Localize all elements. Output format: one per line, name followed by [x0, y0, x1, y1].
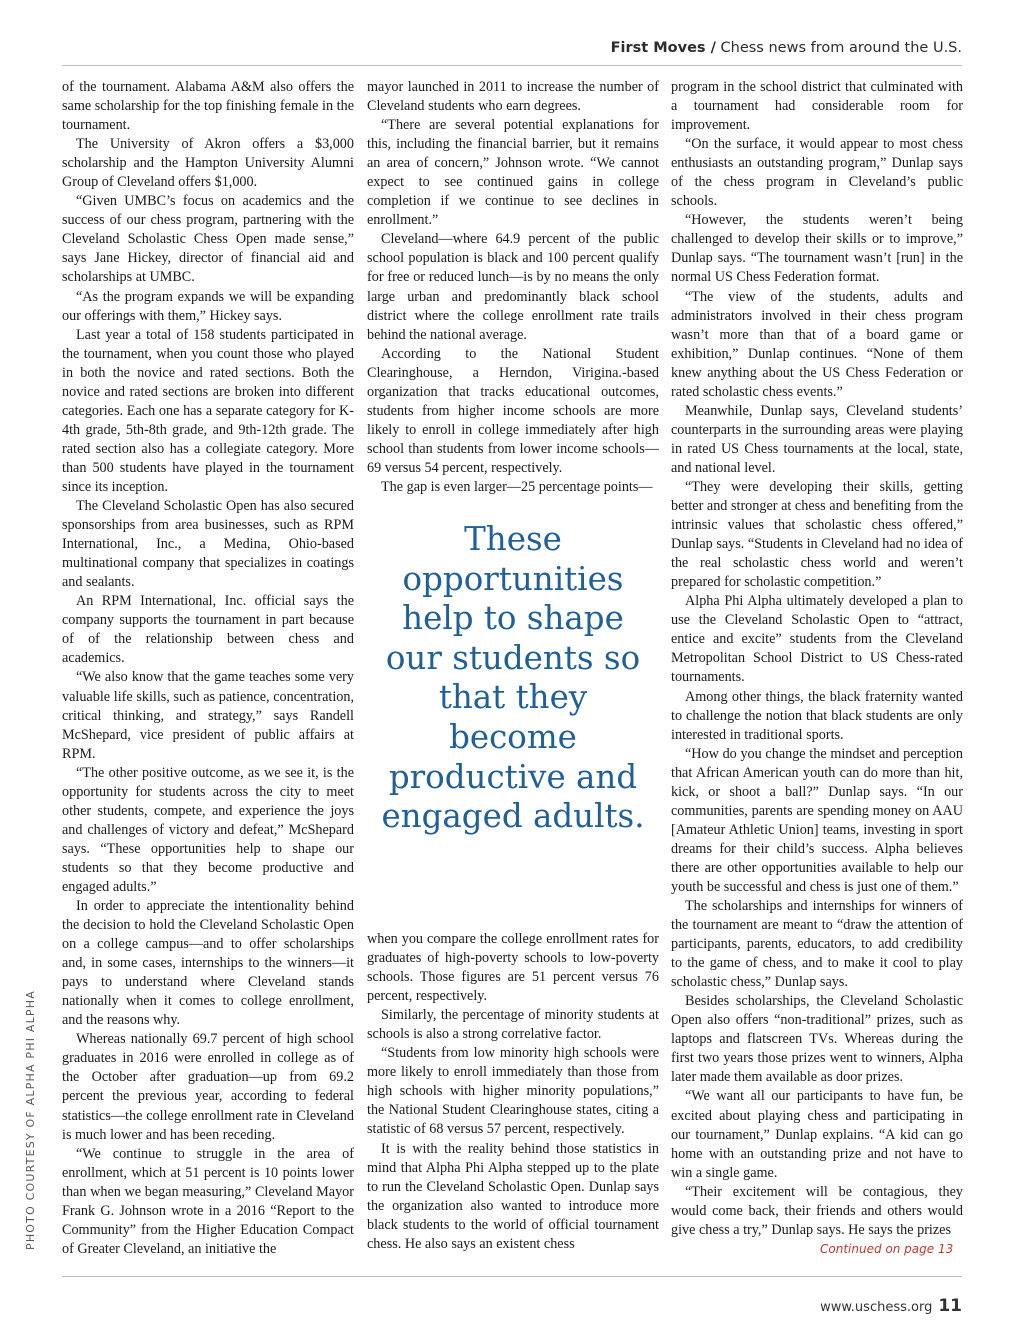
paragraph: “There are several potential explanations for this, including the financial barrier, but it remains an area of concern,” Johnson wrote. “We cannot expect to see continued gains in college completion if we continue to see declines in enrollment.”: [367, 117, 659, 229]
pull-quote: These opportunities help to shape our students so that they become productive and engaged adults.: [381, 520, 645, 836]
paragraph: The Cleveland Scholastic Open has also secured sponsorships from area businesses, such as RPM International, Inc., a Medina, Ohio-based multinational company that specializes in coatings and sealants.: [62, 498, 354, 591]
paragraph: “We continue to struggle in the area of enrollment, which at 51 percent is 10 points lower than when we began measuring,” Cleveland Mayor Frank G. Johnson wrote in a 2016 “Report to the Community” from the Higher Education Compact of Greater Cleveland, an initiative the: [62, 1145, 354, 1257]
photo-credit: PHOTO COURTESY OF ALPHA PHI ALPHA: [24, 990, 37, 1250]
website-url[interactable]: www.uschess.org: [820, 1300, 933, 1315]
paragraph: The gap is even larger—25 percentage points—: [381, 478, 653, 495]
page-number: 11: [938, 1296, 962, 1316]
paragraph: “They were developing their skills, getting better and stronger at chess and benefiting from the intrinsic values that scholastic chess offered,” Dunlap says. “Students in Cleveland had no idea of the real scholastic chess world and weren’t prepared for scholastic competition.”: [671, 478, 963, 591]
paragraph: mayor launched in 2011 to increase the number of Cleveland students who earn degrees.: [367, 79, 659, 115]
paragraph: Last year a total of 158 students participated in the tournament, when you count those who played in both the novice and rated sections. Both the novice and rated sections are broken into different categories. Each one has a separate category for K-4th grade, 5th-8th grade, and 9th-12th grade. The rated section also has a collegiate category. More than 500 students have played in the tournament since its inception.: [62, 326, 354, 495]
paragraph: “Given UMBC’s focus on academics and the success of our chess program, partnering with the Cleveland Scholastic Chess Open made sense,” says Jane Hickey, director of financial aid and scholarships at UMBC.: [62, 193, 354, 286]
article-column-1: [62, 78, 354, 1259]
paragraph: “The other positive outcome, as we see it, is the opportunity for students across the city to meet other students, compete, and experience the joys and challenges of victory and defeat,” McShepard says. “These opportunities help to shape our students so that they become productive and engaged adults.”: [62, 764, 354, 895]
paragraph: Besides scholarships, the Cleveland Scholastic Open also offers “non-traditional” prizes, such as laptops and flatscreen TVs. Whereas during the first two years those prizes went to winners, Alpha later made them available as door prizes.: [671, 993, 963, 1086]
paragraph: Whereas nationally 69.7 percent of high school graduates in 2016 were enrolled in college as of the October after graduation—up from 69.2 percent the previous year, according to federal statistics—the college enrollment rate in Cleveland is much lower and has been receding.: [62, 1031, 354, 1143]
running-header: [611, 40, 962, 56]
continued-link[interactable]: Continued on page 13: [820, 1242, 954, 1256]
footer-rule: [62, 1276, 962, 1277]
paragraph: “We want all our participants to have fun, be excited about playing chess and participating in our tournament,” Dunlap explains. “A kid can go home with an outstanding prize and not have to win a single game.: [671, 1088, 963, 1181]
paragraph: An RPM International, Inc. official says the company supports the tournament in part because of of the relationship between chess and academics.: [62, 593, 354, 667]
article-column-2-bottom: [367, 930, 659, 1254]
paragraph: “The view of the students, adults and administrators involved in their chess program wasn’t more than that of a board game or exhibition,” Dunlap continues. “None of them knew anything about the US Chess Federation or rated scholastic chess events.”: [671, 288, 963, 400]
paragraph: Similarly, the percentage of minority students at schools is also a strong correlative factor.: [367, 1007, 659, 1043]
header-rule: [62, 65, 962, 66]
paragraph: The scholarships and internships for winners of the tournament are meant to “draw the attention of participants, parents, educators, to add credibility to the game of chess, and to make it cool to play scholastic chess,” Dunlap says.: [671, 898, 963, 991]
paragraph: It is with the reality behind those statistics in mind that Alpha Phi Alpha stepped up to the plate to run the Cleveland Scholastic Open. Dunlap says the organization also wanted to introduce more black students to the world of official tournament chess. He also says an existent chess: [367, 1140, 659, 1252]
paragraph: of the tournament. Alabama A&M also offers the same scholarship for the top finishing female in the tournament.: [62, 79, 354, 134]
article-column-2-top: [367, 78, 659, 497]
paragraph: “However, the students weren’t being challenged to develop their skills or to improve,” Dunlap says. “The tournament wasn’t [run] in the normal US Chess Federation format.: [671, 212, 963, 286]
paragraph: “Their excitement will be contagious, they would come back, their friends and others would give chess a try,” Dunlap says. He says the prizes: [671, 1183, 963, 1238]
paragraph: The University of Akron offers a $3,000 scholarship and the Hampton University Alumni Group of Cleveland offers $1,000.: [62, 136, 354, 191]
paragraph: Alpha Phi Alpha ultimately developed a plan to use the Cleveland Scholastic Open to “attract, entice and excite” students from the Cleveland Metropolitan School District to US Chess-rated tournaments.: [671, 593, 963, 686]
paragraph: “Students from low minority high schools were more likely to enroll immediately than those from high schools with higher minority populations,” the National Student Clearinghouse states, citing a statistic of 68 versus 57 percent, respectively.: [367, 1045, 659, 1138]
paragraph: Cleveland—where 64.9 percent of the public school population is black and 100 percent qualify for free or reduced lunch—is by no means the only large urban and predominantly black school district where the college enrollment rate trails behind the national average.: [367, 231, 659, 343]
article-column-3: [671, 78, 963, 1240]
paragraph: program in the school district that culminated with a tournament had considerable room for improvement.: [671, 79, 963, 134]
paragraph: According to the National Student Clearinghouse, a Herndon, Virigina.-based organization that tracks educational outcomes, students from higher income schools are more likely to enroll in college immediately after high school than students from lower income schools—69 versus 54 percent, respectively.: [367, 345, 659, 476]
paragraph: “On the surface, it would appear to most chess enthusiasts an outstanding program,” Dunlap says of the chess program in Cleveland’s public schools.: [671, 136, 963, 210]
paragraph: In order to appreciate the intentionality behind the decision to hold the Cleveland Scholastic Open on a college campus—and to offer scholarships and, in some cases, internships to the winners—it pays to understand where Cleveland stands nationally when it comes to college enrollment, and the reasons why.: [62, 898, 354, 1029]
paragraph: “As the program expands we will be expanding our offerings with them,” Hickey says.: [62, 288, 354, 324]
section-tagline: Chess news from around the U.S.: [720, 40, 962, 56]
paragraph: “We also know that the game teaches some very valuable life skills, such as patience, concentration, critical thinking, and strategy,” says Randell McShepard, vice president of public affairs at RPM.: [62, 669, 354, 762]
section-name: First Moves /: [610, 40, 716, 56]
paragraph: “How do you change the mindset and perception that African American youth can do more than hit, kick, or shoot a ball?” Dunlap says. “In our communities, parents are spending money on AAU [Amateur Athletic Union] teams, investing in sport dreams for their child’s success. Alpha believes there are other opportunities available to help our youth be successful and chess is just one of them.”: [671, 745, 963, 895]
page-footer: [820, 1296, 962, 1316]
paragraph: when you compare the college enrollment rates for graduates of high-poverty schools to low-poverty schools. Those figures are 51 percent versus 76 percent, respectively.: [367, 931, 659, 1005]
paragraph: Meanwhile, Dunlap says, Cleveland students’ counterparts in the surrounding areas were playing in rated US Chess tournaments at the local, state, and national level.: [671, 402, 963, 476]
paragraph: Among other things, the black fraternity wanted to challenge the notion that black students are only interested in traditional sports.: [671, 688, 963, 743]
